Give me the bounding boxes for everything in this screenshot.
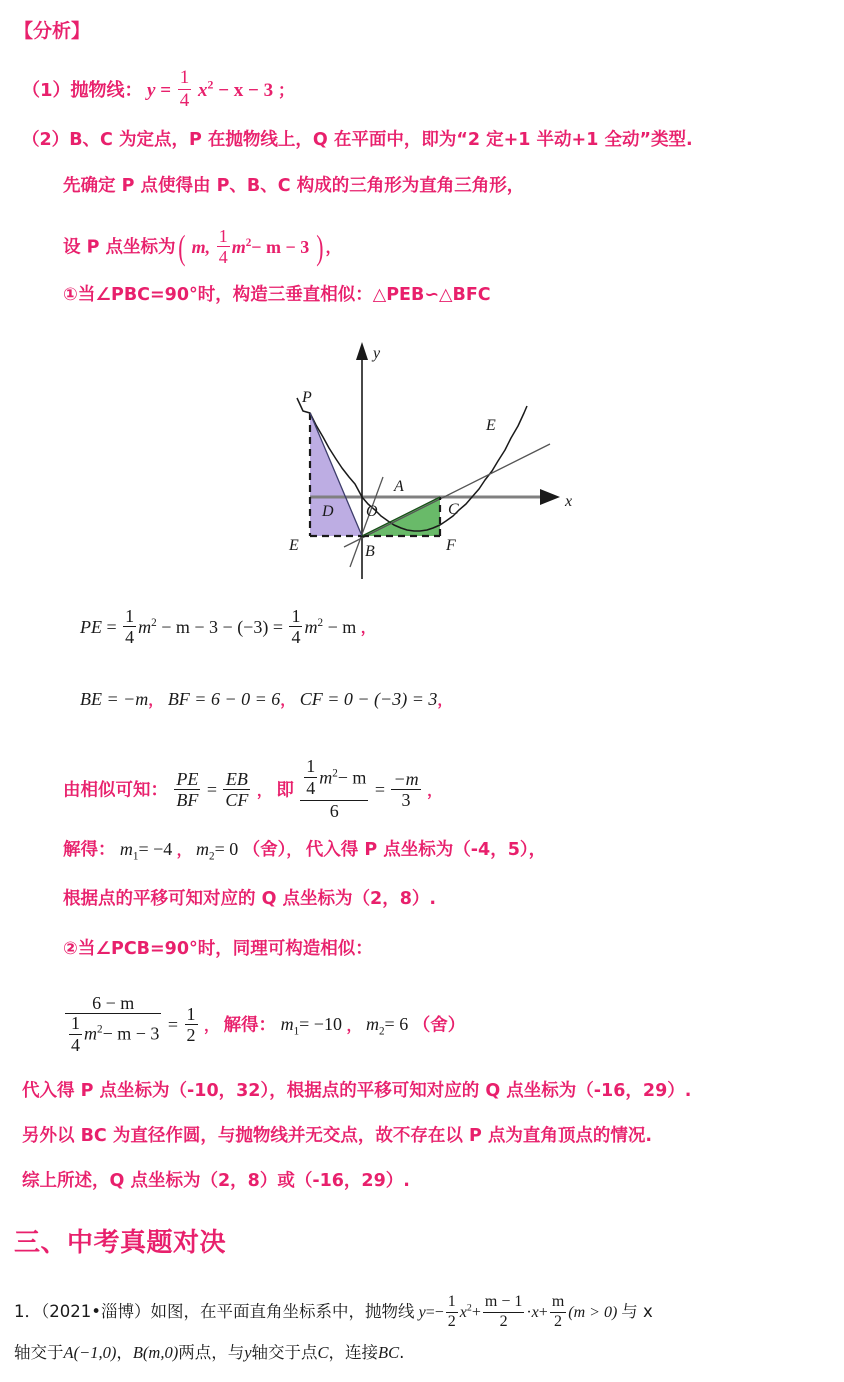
label-A: A xyxy=(394,478,404,495)
formula-PE: PE = $\frac{1}{4}$ $m^2 - m - 3 - (-3)$ = $\frac{1}{4}$ $m^2 - m$ ， xyxy=(80,605,376,648)
case2-comma: ， xyxy=(204,1016,220,1035)
label-O: O xyxy=(366,503,378,520)
part1-line xyxy=(22,67,295,113)
conclusion-line2: 另外以 BC 为直径作圆，与抛物线并无交点，故不存在以 P 点为直角顶点的情况. xyxy=(22,1126,653,1146)
solve1-next-line: 根据点的平移可知对应的 Q 点坐标为（2，8）. xyxy=(63,889,437,909)
ratio-EB-CF: $\frac{EB}{CF}$ xyxy=(225,768,249,811)
formula-CF: CF = 0 − (−3) = 3 xyxy=(299,689,438,709)
similar-prefix: 由相似可知： xyxy=(63,780,168,801)
problem1-text-a: 如图，在平面直角坐标系中，抛物线 xyxy=(150,1301,415,1321)
x-axis-arrow xyxy=(540,489,560,505)
label-E-left: E xyxy=(289,537,299,554)
case2-equation-line: 6 − m $\frac{1}{4}$ $m^2- m - 3$ = $\frac{1}{2}$ ， 解得： $m_1= -10$ ， $m_2= 6$ （舍） xyxy=(63,995,465,1058)
part1-prefix: （1）抛物线： xyxy=(22,79,143,101)
label-F: F xyxy=(446,537,456,554)
ratio-big-fraction: $\frac{1}{4}$ $m^2- m$ 6 xyxy=(298,779,375,799)
label-P: P xyxy=(302,389,312,406)
part2-line1: （2）B、C 为定点，P 在抛物线上，Q 在平面中，即为“2 定+1 半动+1 全动”类型. xyxy=(22,130,693,150)
solve1-discard: （舍） xyxy=(242,840,287,860)
problem1-source: （2021•淄博） xyxy=(41,1301,151,1321)
problem1-line2: 轴交于A(−1,0)，B(m,0)两点，与y轴交于点C，连接BC. xyxy=(14,1343,405,1362)
formula-BE: BE = −m xyxy=(80,689,149,709)
section-heading: 三、中考真题对决 xyxy=(14,1228,227,1258)
p-coordinate: m, $\frac{1}{4}$ $m^2- m - 3$ xyxy=(191,225,310,268)
solve1-m1: $m_1= -4$ xyxy=(119,839,173,863)
coordinate-geometry-figure xyxy=(258,334,588,586)
part1-equation: y = $\frac{1}{4}$ $x^2 - x - 3$ xyxy=(147,67,274,112)
line3-suffix: ， xyxy=(325,237,342,257)
case2-big-fraction: 6 − m $\frac{1}{4}$ $m^2- m - 3$ xyxy=(63,1014,168,1034)
label-C: C xyxy=(448,501,459,518)
label-y: y xyxy=(373,345,381,362)
ratio-equals-1: = xyxy=(206,779,218,800)
solve1-m2: $m_2= 0$ xyxy=(196,839,239,863)
part2-line2: 先确定 P 点使得由 P、B、C 构成的三角形为直角三角形， xyxy=(63,176,525,196)
part2-line3 xyxy=(63,225,342,269)
point-A: A(−1,0) xyxy=(63,1343,117,1362)
point-C: C xyxy=(317,1343,329,1362)
label-E-right: E xyxy=(486,417,496,434)
label-x: x xyxy=(565,493,573,510)
close-paren: ) xyxy=(316,227,324,267)
case2-m2: $m_2= 6$ xyxy=(365,1014,409,1039)
ratio-equals-2: = xyxy=(374,779,386,800)
similar-ratio-line xyxy=(63,756,443,823)
case2-solve-prefix: 解得： xyxy=(223,1015,277,1036)
ratio-neg-m-3: $\frac{-m}{3}$ xyxy=(393,768,419,811)
solve1-tail: 代入得 P 点坐标为（-4，5）， xyxy=(305,840,547,860)
part1-punct: ； xyxy=(277,80,295,101)
label-B: B xyxy=(365,543,375,560)
point-B: B(m,0) xyxy=(132,1343,179,1362)
formula-BE-BF-CF: BE = −m， BF = 6 − 0 = 6， CF = 0 − (−3) = 3， xyxy=(80,689,453,709)
problem1-equation: y=− $\frac{1}{2}$ $x^2+$ $\frac{m - 1}{2}$ ·x+ $\frac{m}{2}$ (m > 0) xyxy=(418,1292,618,1330)
case2-equals: = xyxy=(167,1014,179,1035)
open-paren: ( xyxy=(177,227,185,267)
problem1-number: 1． xyxy=(14,1301,41,1321)
case2-title: ②当∠PCB=90°时，同理可构造相似： xyxy=(63,939,373,959)
y-axis-arrow xyxy=(356,342,368,360)
segment-BC-label: BC xyxy=(378,1343,400,1362)
problem1-text-b: 与 x xyxy=(621,1301,653,1321)
pe-comma: ， xyxy=(360,618,376,637)
ratio-then: 即 xyxy=(276,780,294,801)
conclusion-line3: 综上所述，Q 点坐标为（2，8）或（-16，29）. xyxy=(22,1171,410,1191)
label-D: D xyxy=(322,503,334,520)
formula-BF: BF = 6 − 0 = 6 xyxy=(167,689,281,709)
solve1-prefix: 解得： xyxy=(63,840,116,860)
analysis-header: 【分析】 xyxy=(14,20,91,42)
problem1-line1 xyxy=(14,1292,653,1332)
conclusion-line1: 代入得 P 点坐标为（-10，32），根据点的平移可知对应的 Q 点坐标为（-16，29）. xyxy=(22,1081,692,1101)
case2-discard: （舍） xyxy=(412,1015,466,1036)
ratio-PE-BF: $\frac{PE}{BF}$ xyxy=(176,768,199,811)
solve1-line: 解得： $m_1= -4$ ， $m_2= 0$ （舍）， 代入得 P 点坐标为（-4，5）， xyxy=(63,839,547,863)
case1-title: ①当∠PBC=90°时，构造三垂直相似：△PEB∽△BFC xyxy=(63,285,491,305)
set-p-prefix: 设 P 点坐标为 xyxy=(63,237,176,258)
ratio-comma: ， xyxy=(256,781,272,800)
ratio4-comma: ， xyxy=(427,781,443,800)
case2-m1: $m_1= -10$ xyxy=(280,1014,342,1039)
case2-half: $\frac{1}{2}$ xyxy=(186,1003,196,1046)
